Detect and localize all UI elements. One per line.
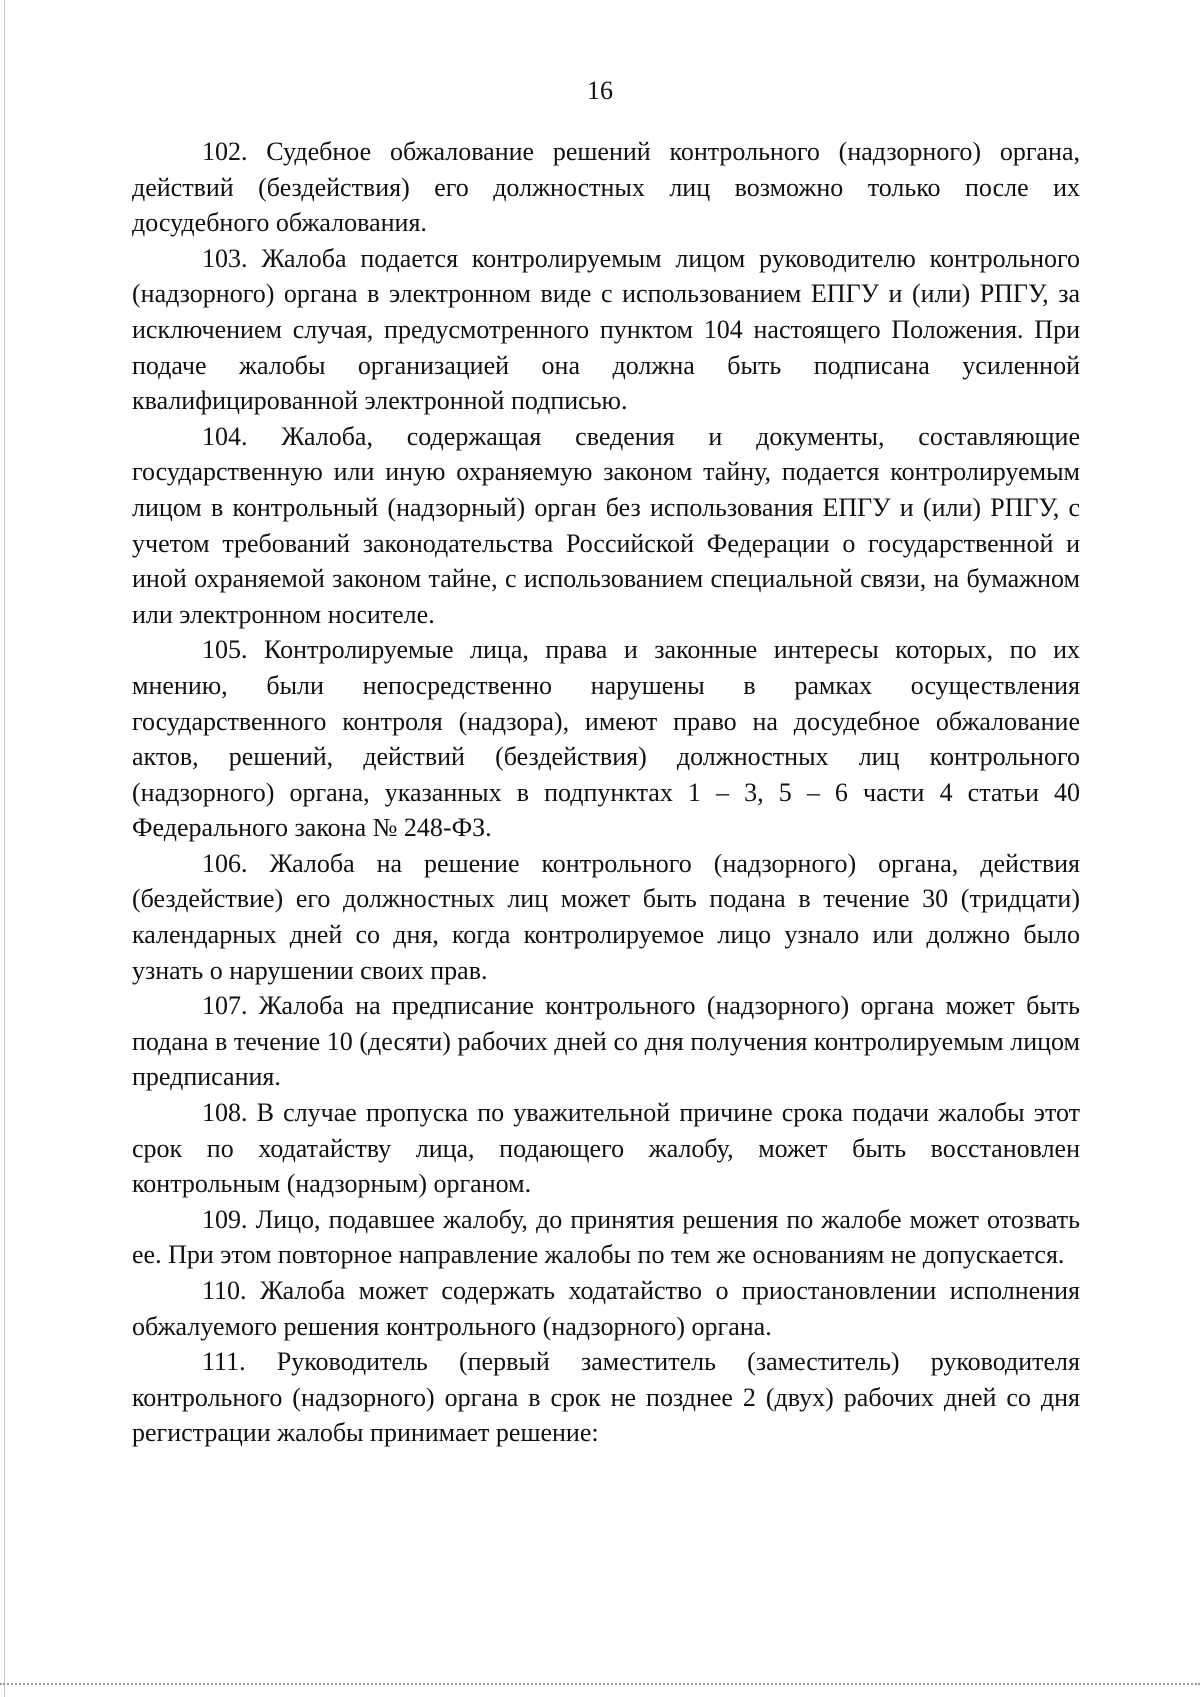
paragraph-107: 107. Жалоба на предписание контрольного (надзорного) органа может быть подана в течение 10 (десяти) рабочих дней со дня получения контролируемым лицом предписания. xyxy=(132,991,1080,1092)
scan-page-edge-left xyxy=(4,0,5,1697)
page-number: 16 xyxy=(587,76,613,105)
paragraph-108: 108. В случае пропуска по уважительной причине срока подачи жалобы этот срок по ходатайству лица, подающего жалобу, может быть восстановлен контрольным (надзорным) органом. xyxy=(132,1098,1080,1199)
paragraph-105: 105. Контролируемые лица, права и законные интересы которых, по их мнению, были непосредственно нарушены в рамках осуществления государственного контроля (надзора), имеют право на досудебное обжалование актов, решений, действий (бездействия) должностных лиц контрольного (надзорного) органа, указанных в подпунктах 1 – 3, 5 – 6 части 4 статьи 40 Федерального закона № 248-ФЗ. xyxy=(132,635,1080,843)
paragraph-103: 103. Жалоба подается контролируемым лицом руководителю контрольного (надзорного) органа в электронном виде с использованием ЕПГУ и (или) РПГУ, за исключением случая, предусмотренного пунктом 104 настоящего Положения. При подаче жалобы организацией она должна быть подписана усиленной квалифицированной электронной подписью. xyxy=(132,243,1080,416)
paragraph-109: 109. Лицо, подавшее жалобу, до принятия решения по жалобе может отозвать ее. При этом повторное направление жалобы по тем же основаниям не допускается. xyxy=(132,1204,1080,1270)
paragraph-106: 106. Жалоба на решение контрольного (надзорного) органа, действия (бездействие) его должностных лиц может быть подана в течение 30 (тридцати) календарных дней со дня, когда контролируемое лицо узнало или должно было узнать о нарушении своих прав. xyxy=(132,848,1080,985)
scan-page-edge-bottom xyxy=(0,1683,1200,1685)
paragraph-110: 110. Жалоба может содержать ходатайство о приостановлении исполнения обжалуемого решения контрольного (надзорного) органа. xyxy=(132,1276,1080,1341)
document-body xyxy=(132,134,1080,1451)
paragraph-111: 111. Руководитель (первый заместитель (заместитель) руководителя контрольного (надзорного) органа в срок не позднее 2 (двух) рабочих дней со дня регистрации жалобы принимает решение: xyxy=(132,1347,1080,1448)
paragraph-104: 104. Жалоба, содержащая сведения и документы, составляющие государственную или иную охраняемую законом тайну, подается контролируемым лицом в контрольный (надзорный) орган без использования ЕПГУ и (или) РПГУ, с учетом требований законодательства Российской Федерации о государственной и иной охраняемой законом тайне, с использованием специальной связи, на бумажном или электронном носителе. xyxy=(132,421,1080,629)
paragraph-102: 102. Судебное обжалование решений контрольного (надзорного) органа, действий (бездействия) его должностных лиц возможно только после их досудебного обжалования. xyxy=(132,137,1080,238)
